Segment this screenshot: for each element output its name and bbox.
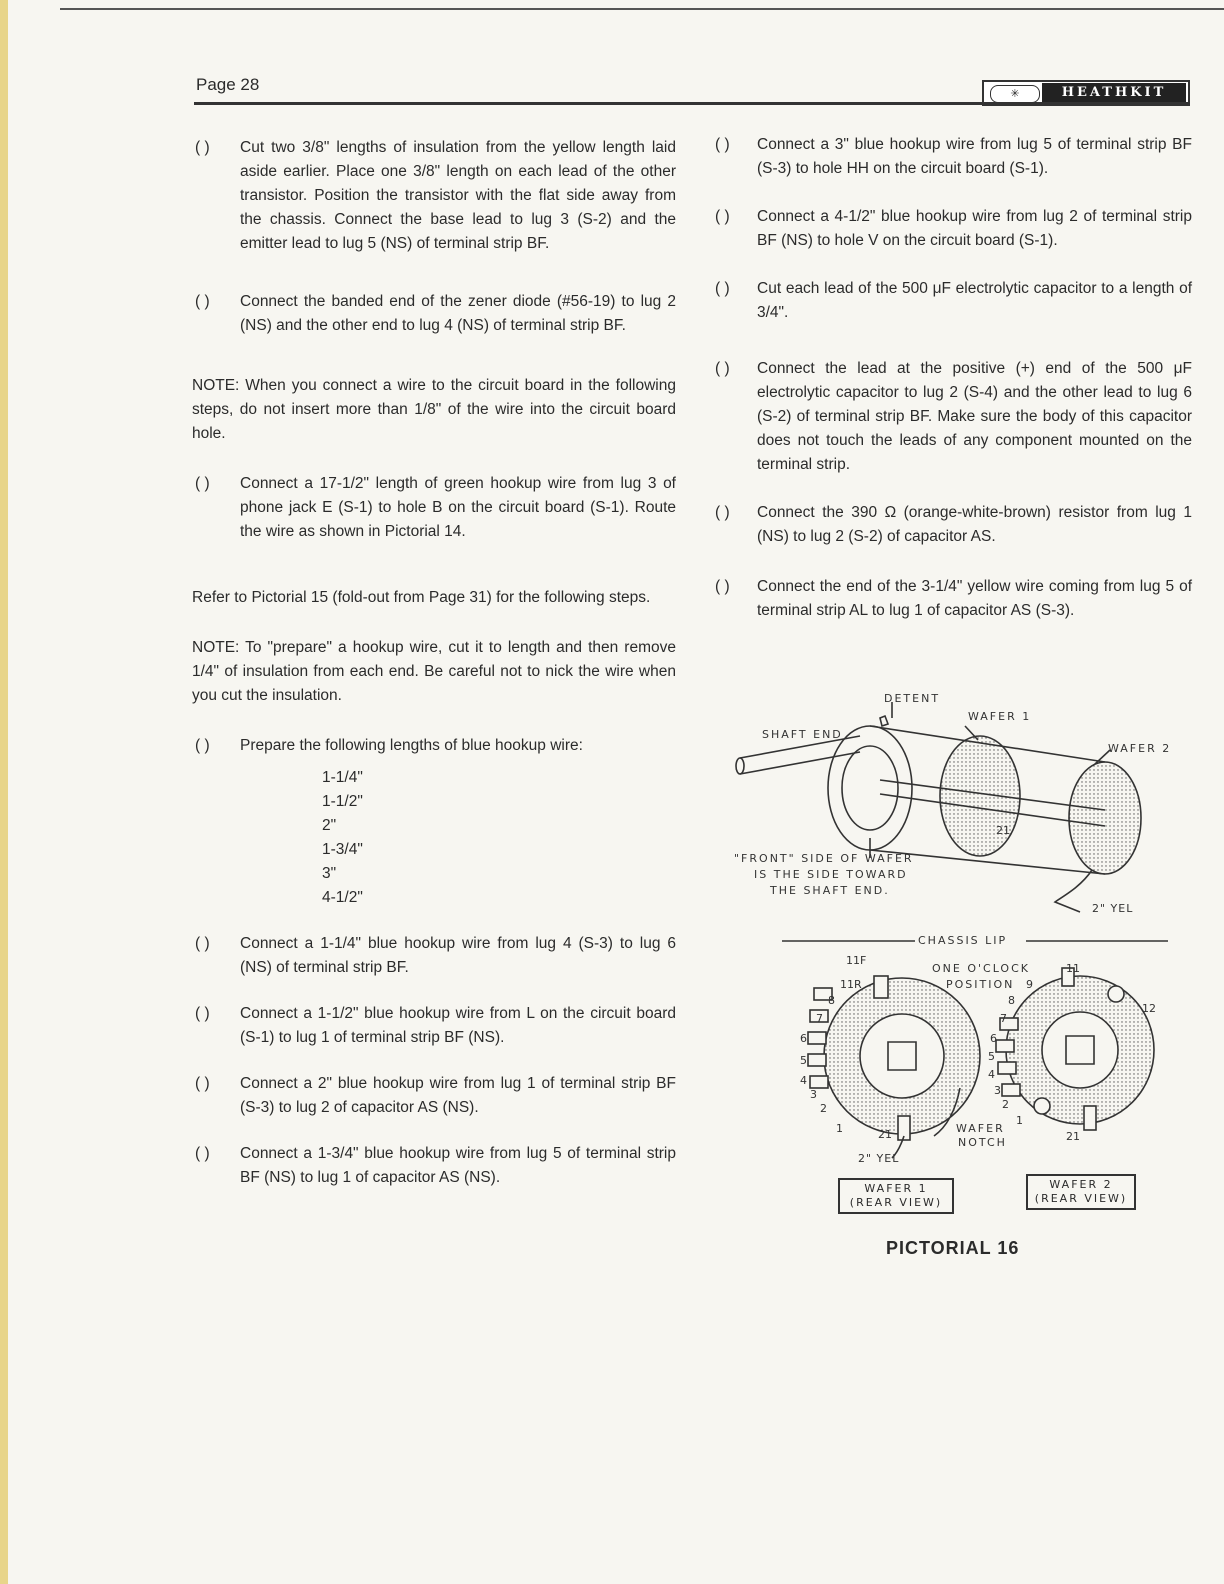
- checkbox[interactable]: ( ): [195, 1145, 210, 1162]
- checkbox[interactable]: ( ): [715, 360, 730, 377]
- checkbox[interactable]: ( ): [195, 1005, 210, 1022]
- box-line: (REAR VIEW): [849, 1196, 943, 1209]
- wafer-2-lug-label: 2: [1002, 1098, 1009, 1111]
- one-oclock-label: ONE O'CLOCK: [932, 962, 1030, 975]
- binding-edge: [0, 0, 8, 1584]
- list-item: 1-1/4": [322, 769, 363, 786]
- top-rule: [60, 8, 1224, 10]
- step-text: Connect a 4-1/2" blue hookup wire from lug 2 of terminal strip BF (NS) to hole V on the circuit board (S-1).: [757, 208, 1192, 249]
- step-text: Connect a 17-1/2" length of green hookup wire from lug 3 of phone jack E (S-1) to hole B on the circuit board (S-1). Route the wire as shown in Pictorial 14.: [240, 475, 676, 540]
- lug: [1002, 1084, 1020, 1096]
- checkbox[interactable]: ( ): [195, 139, 210, 156]
- yellow-wire-label: 2" YEL: [1092, 902, 1134, 915]
- wafer-2-lug-label: 6: [990, 1032, 997, 1045]
- wafer-2-lug-label: 7: [1000, 1012, 1007, 1025]
- step-text: Prepare the following lengths of blue hookup wire:: [240, 737, 583, 754]
- wafer-1-rear-view-box: [838, 1178, 954, 1214]
- step-item: [712, 205, 1192, 253]
- logo-text: HEATHKIT: [1042, 83, 1186, 103]
- position-label: POSITION: [946, 978, 1015, 991]
- pictorial-16-diagram: [720, 688, 1200, 1278]
- length-list: [240, 766, 676, 910]
- wafer-2-rear-view-box: [1026, 1174, 1136, 1210]
- step-item: [192, 734, 676, 910]
- detent-tab: [880, 716, 888, 726]
- mount-hole: [1108, 986, 1124, 1002]
- step-item: [712, 357, 1192, 477]
- wafer-1-lug-label: 4: [800, 1074, 807, 1087]
- wafer-1-lug-label: 5: [800, 1054, 807, 1067]
- step-item: [712, 501, 1192, 549]
- wafer-1-lug-label: 1: [836, 1122, 843, 1135]
- step-text: Connect the lead at the positive (+) end of the 500 μF electrolytic capacitor to lug 2 (S-4) and the other lead to lug 6 (S-2) of terminal strip BF. Make sure the body of this capacitor does not touch the leads of any component mounted on the terminal strip.: [757, 360, 1192, 473]
- checkbox[interactable]: ( ): [715, 280, 730, 297]
- shaft-end-label: SHAFT END: [762, 728, 843, 741]
- list-item: 4-1/2": [322, 889, 363, 906]
- checkbox[interactable]: ( ): [715, 578, 730, 595]
- step-text: Connect the end of the 3-1/4" yellow wire coming from lug 5 of terminal strip AL to lug 1 of capacitor AS (S-3).: [757, 578, 1192, 619]
- list-item: 2": [322, 817, 337, 834]
- wafer-2-lug-label: 1: [1016, 1114, 1023, 1127]
- box-line: WAFER 2: [1049, 1178, 1113, 1191]
- checkbox[interactable]: ( ): [715, 136, 730, 153]
- wafer-2-lug-12: 12: [1142, 1002, 1156, 1015]
- list-item: 3": [322, 865, 337, 882]
- step-item: [192, 1002, 676, 1050]
- checkbox[interactable]: ( ): [195, 1075, 210, 1092]
- wafer-notch-label: NOTCH: [958, 1136, 1007, 1149]
- step-text: Connect a 1-3/4" blue hookup wire from lug 5 of terminal strip BF (NS) to lug 1 of capacitor AS (NS).: [240, 1145, 676, 1186]
- wafer-2-rear-view: [996, 968, 1154, 1130]
- step-item: [712, 575, 1192, 623]
- step-item: [192, 1142, 676, 1190]
- yellow-wire-label: 2" YEL: [858, 1152, 900, 1165]
- step-item: [192, 1072, 676, 1120]
- lug: [1084, 1106, 1096, 1130]
- wafer-1-body: [940, 736, 1020, 856]
- step-item: [192, 136, 676, 256]
- shaft-end: [736, 758, 744, 774]
- pictorial-title: PICTORIAL 16: [886, 1238, 1020, 1258]
- lug: [874, 976, 888, 998]
- step-item: [712, 133, 1192, 181]
- wafer-1-lug-21: 21: [878, 1128, 892, 1141]
- wafer-1-lug-label: 3: [810, 1088, 817, 1101]
- box-line: (REAR VIEW): [1034, 1192, 1128, 1205]
- wafer-1-label: WAFER 1: [968, 710, 1032, 723]
- front-note-line-2: IS THE SIDE TOWARD: [754, 868, 908, 881]
- header-rule: [194, 102, 1188, 105]
- checkbox[interactable]: ( ): [715, 208, 730, 225]
- left-column: [192, 136, 676, 1190]
- step-text: Connect a 2" blue hookup wire from lug 1 of terminal strip BF (S-3) to lug 2 of capacitor AS (NS).: [240, 1075, 676, 1116]
- front-note-line-3: THE SHAFT END.: [770, 884, 890, 897]
- lug: [996, 1040, 1014, 1052]
- wafer-2-lug-label: 3: [994, 1084, 1001, 1097]
- step-item: [192, 290, 676, 338]
- right-column: [712, 133, 1192, 623]
- wafer-1-lug-label: 8: [828, 994, 835, 1007]
- wafer-1-lug-label: 7: [816, 1012, 823, 1025]
- note-paragraph: NOTE: To "prepare" a hookup wire, cut it to length and then remove 1/4" of insulation from each end. Be careful not to nick the wire when you cut the insulation.: [192, 639, 676, 704]
- step-text: Connect a 1-1/4" blue hookup wire from lug 4 (S-3) to lug 6 (NS) of terminal strip BF.: [240, 935, 676, 976]
- mount-hole: [1034, 1098, 1050, 1114]
- lug-21-label: 21: [996, 824, 1010, 837]
- wafer-2-hub: [1066, 1036, 1094, 1064]
- wafer-2-body: [1069, 762, 1141, 874]
- wafer-2-lug-label: 8: [1008, 994, 1015, 1007]
- lug: [998, 1062, 1016, 1074]
- refer-paragraph: Refer to Pictorial 15 (fold-out from Page 31) for the following steps.: [192, 589, 651, 606]
- detent-frame: [828, 726, 912, 850]
- list-item: 1-3/4": [322, 841, 363, 858]
- step-text: Cut each lead of the 500 μF electrolytic capacitor to a length of 3/4".: [757, 280, 1192, 321]
- step-text: Cut two 3/8" lengths of insulation from the yellow length laid aside earlier. Place one 3/8" length on each lead of the other transistor. Position the transistor with the flat side away from the chassis. Connect the base lead to lug 3 (S-2) and the emitter lead to lug 5 (NS) of terminal strip BF.: [240, 139, 676, 252]
- front-note-line-1: "FRONT" SIDE OF WAFER: [734, 852, 914, 865]
- yellow-wire: [1055, 870, 1092, 912]
- box-line: WAFER 1: [864, 1182, 928, 1195]
- chassis-lip-label: CHASSIS LIP: [918, 934, 1008, 947]
- lug-11f-label: 11F: [846, 954, 867, 967]
- step-text: Connect the banded end of the zener diode (#56-19) to lug 2 (NS) and the other end to lug 4 (NS) of terminal strip BF.: [240, 293, 676, 334]
- wafer-2-lug-9: 9: [1026, 978, 1033, 991]
- detent-label: DETENT: [884, 692, 941, 705]
- wafer-2-lug-label: 4: [988, 1068, 995, 1081]
- note-paragraph: NOTE: When you connect a wire to the circuit board in the following steps, do not insert more than 1/8" of the wire into the circuit board hole.: [192, 377, 676, 442]
- wafer-notch-label: WAFER: [956, 1122, 1005, 1135]
- lug: [810, 1076, 828, 1088]
- lug: [808, 1054, 826, 1066]
- wafer-2-lug-label: 5: [988, 1050, 995, 1063]
- checkbox[interactable]: ( ): [715, 504, 730, 521]
- lug: [808, 1032, 826, 1044]
- step-text: Connect a 1-1/2" blue hookup wire from L on the circuit board (S-1) to lug 1 of terminal strip BF (NS).: [240, 1005, 676, 1046]
- step-text: Connect the 390 Ω (orange-white-brown) resistor from lug 1 (NS) to lug 2 (S-2) of capacitor AS.: [757, 504, 1192, 545]
- logo-mark-icon: ✳: [990, 85, 1040, 103]
- wafer-1-lug-label: 6: [800, 1032, 807, 1045]
- checkbox[interactable]: ( ): [195, 737, 210, 754]
- page-number: Page 28: [196, 75, 260, 94]
- wafer-2-lug-11: 11: [1066, 962, 1080, 975]
- wafer-2-label: WAFER 2: [1108, 742, 1172, 755]
- wafer-1-lug-label: 2: [820, 1102, 827, 1115]
- step-item: [192, 932, 676, 980]
- checkbox[interactable]: ( ): [195, 293, 210, 310]
- list-item: 1-1/2": [322, 793, 363, 810]
- checkbox[interactable]: ( ): [195, 475, 210, 492]
- wafer-1-hub: [888, 1042, 916, 1070]
- step-item: [712, 277, 1192, 325]
- checkbox[interactable]: ( ): [195, 935, 210, 952]
- detent-inner: [842, 746, 898, 830]
- step-item: [192, 472, 676, 544]
- wafer-2-lug-21: 21: [1066, 1130, 1080, 1143]
- step-text: Connect a 3" blue hookup wire from lug 5 of terminal strip BF (S-3) to hole HH on the circuit board (S-1).: [757, 136, 1192, 177]
- lug-11r-label: 11R: [840, 978, 862, 991]
